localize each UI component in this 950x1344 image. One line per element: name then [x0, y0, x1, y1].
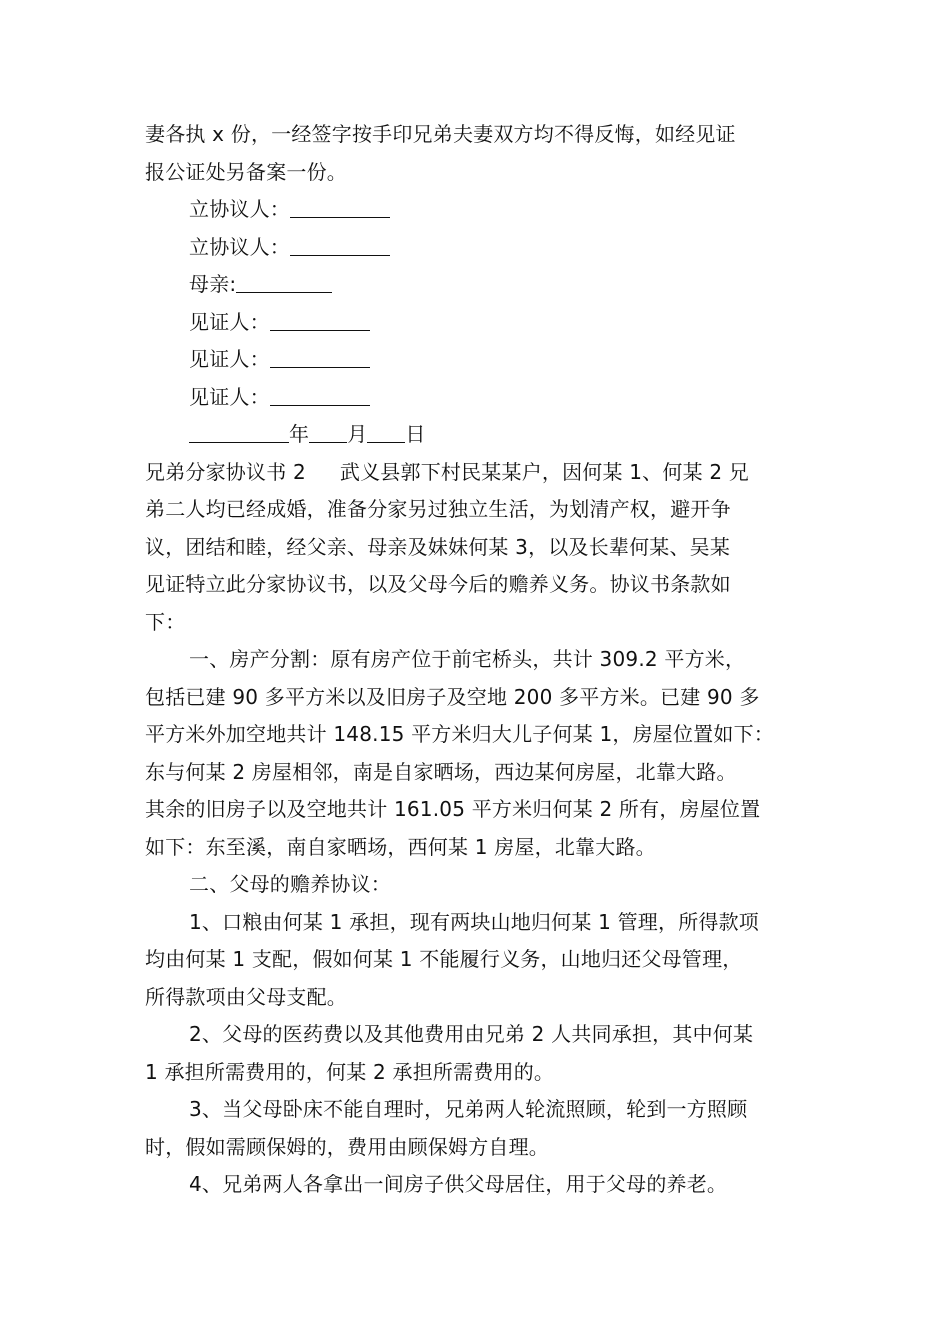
clause-1-line: 如下：东至溪，南自家晒场，西何某 1 房屋，北靠大路。 — [145, 834, 656, 859]
body-text-line: 妻各执 x 份，一经签字按手印兄弟夫妻双方均不得反悔，如经见证 — [145, 122, 736, 146]
signature-label: 母亲: — [189, 272, 237, 296]
item-2-line: 1 承担所需费用的，何某 2 承担所需费用的。 — [145, 1059, 555, 1084]
body-text-line: 弟二人均已经成婚，准备分家另过独立生活，为划清产权，避开争 — [145, 497, 731, 521]
section-title: 兄弟分家协议书 2 — [145, 459, 306, 484]
clause-1-line: 包括已建 90 多平方米以及旧房子及空地 200 多平方米。已建 90 多 — [145, 684, 760, 709]
signature-line-party-1 — [145, 191, 817, 229]
signature-blank — [290, 197, 390, 218]
body-text-line: 报公证处另备案一份。 — [145, 159, 347, 184]
signature-line-party-2 — [145, 229, 817, 267]
clause-2-title: 二、父母的赡养协议： — [189, 872, 391, 896]
body-text: 武义县郭下村民某某户，因何某 1、何某 2 兄 — [339, 459, 750, 484]
signature-blank — [290, 235, 390, 256]
document-page — [145, 116, 817, 1204]
signature-label: 立协议人： — [189, 234, 290, 259]
clause-1-line: 其余的旧房子以及空地共计 161.05 平方米归何某 2 所有，房屋位置 — [145, 797, 761, 821]
body-text-line: 议，团结和睦，经父亲、母亲及妹妹何某 3，以及长辈何某、吴某 — [145, 534, 731, 559]
month-blank — [309, 422, 347, 443]
clause-1-line: 东与何某 2 房屋相邻，南是自家晒场，西边某何房屋，北靠大路。 — [145, 759, 737, 784]
item-3-line: 3、当父母卧床不能自理时，兄弟两人轮流照顾，轮到一方照顾 — [189, 1097, 748, 1121]
signature-line-witness-3 — [145, 379, 817, 417]
body-text-line: 下： — [145, 609, 186, 634]
signature-line-witness-1 — [145, 304, 817, 342]
signature-blank — [236, 272, 332, 293]
year-blank — [189, 422, 289, 443]
signature-blank — [270, 347, 370, 368]
signature-label: 见证人： — [189, 309, 270, 334]
item-1-line: 1、口粮由何某 1 承担，现有两块山地归何某 1 管理，所得款项 — [189, 909, 760, 934]
item-1-line: 均由何某 1 支配，假如何某 1 不能履行义务，山地归还父母管理， — [145, 947, 743, 971]
item-4-line: 4、兄弟两人各拿出一间房子供父母居住，用于父母的养老。 — [189, 1172, 728, 1196]
signature-line-mother — [145, 266, 817, 304]
item-1-line: 所得款项由父母支配。 — [145, 984, 347, 1009]
item-3-line: 时，假如需顾保姆的，费用由顾保姆方自理。 — [145, 1134, 549, 1159]
item-2-line: 2、父母的医药费以及其他费用由兄弟 2 人共同承担，其中何某 — [189, 1022, 754, 1046]
body-text-line: 见证特立此分家协议书，以及父母今后的赡养义务。协议书条款如 — [145, 572, 731, 596]
signature-label: 见证人： — [189, 384, 270, 409]
clause-1-line: 平方米外加空地共计 148.15 平方米归大儿子何某 1，房屋位置如下： — [145, 722, 774, 746]
date-year-label: 年 — [289, 422, 310, 446]
section-heading-line — [145, 454, 817, 492]
clause-1-line: 一、房产分割：原有房产位于前宅桥头，共计 309.2 平方米， — [189, 647, 746, 671]
signature-label: 见证人： — [189, 347, 270, 371]
date-line — [145, 416, 817, 454]
date-day-label: 日 — [405, 422, 426, 446]
signature-label: 立协议人： — [189, 197, 290, 221]
date-month-label: 月 — [347, 422, 368, 446]
signature-blank — [270, 310, 370, 331]
signature-line-witness-2 — [145, 341, 817, 379]
signature-blank — [270, 385, 370, 406]
day-blank — [367, 422, 405, 443]
